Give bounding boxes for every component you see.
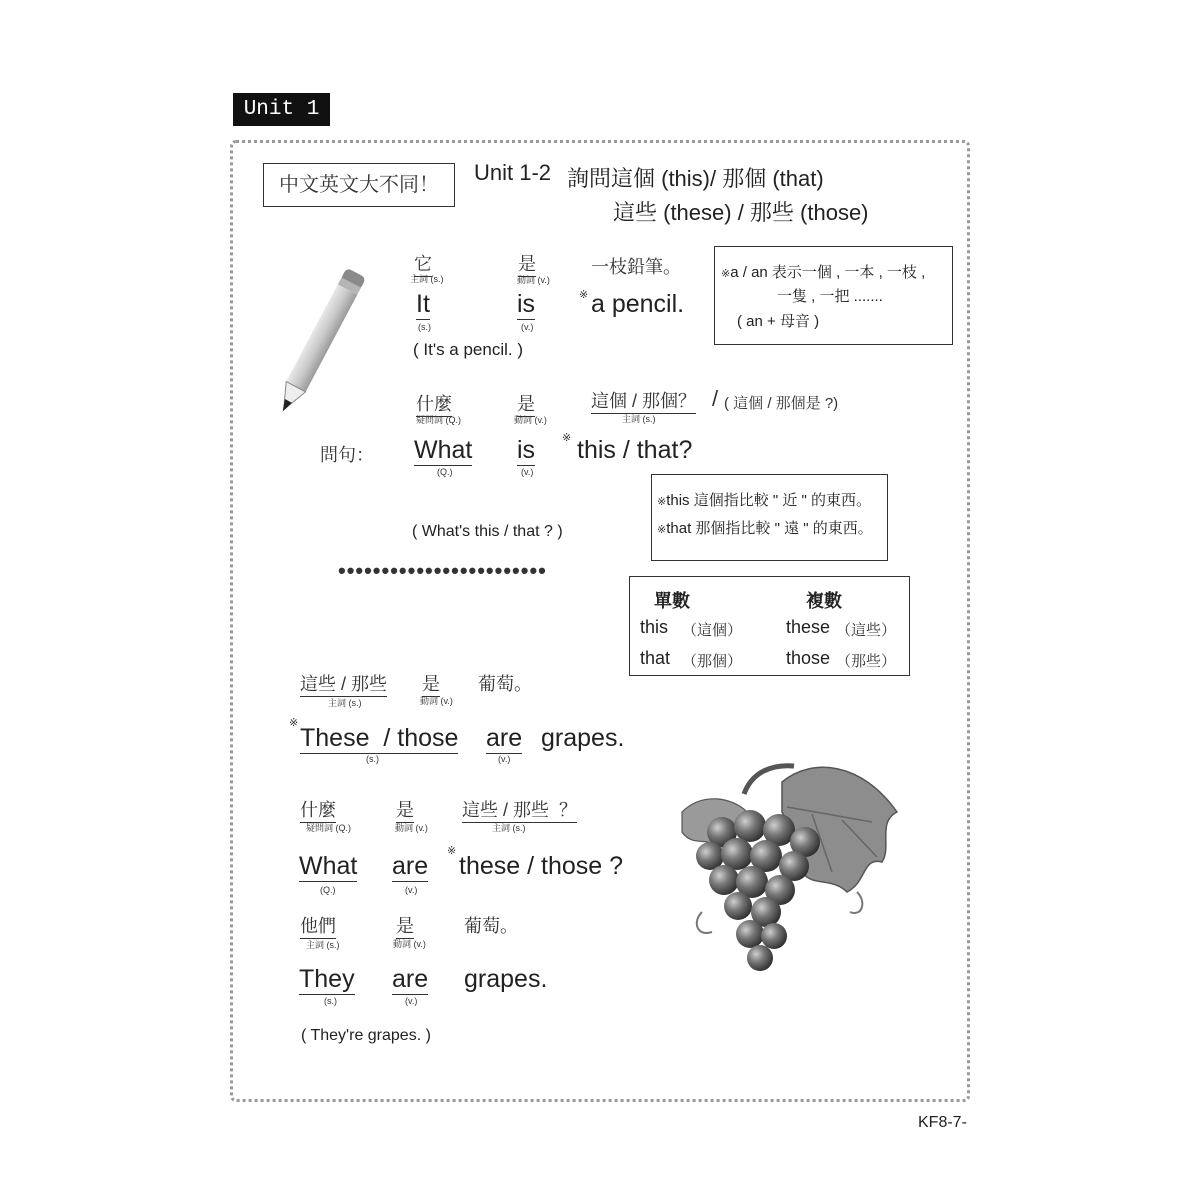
table-row-2-plural-en: those — [786, 648, 831, 668]
dotted-divider: •••••••••••••••••••••••• — [338, 558, 547, 583]
s2-sub-subj: (s.) — [366, 754, 379, 764]
note-mark: ※ — [657, 496, 667, 508]
page-code: KF8-7- — [918, 1114, 967, 1131]
q2-sub-are: (v.) — [405, 885, 418, 895]
table-row-1-plural-cn: （這些） — [836, 622, 897, 639]
q1-ref-mark: ※ — [562, 432, 572, 444]
s2-en-rest: grapes. — [541, 724, 625, 752]
q2-sub-what: (Q.) — [320, 885, 336, 895]
q2-gloss-what: 疑問詞 (Q.) — [306, 823, 351, 833]
q2-cn-are: 是 — [396, 796, 414, 823]
s1-en-rest: a pencil. — [591, 290, 685, 318]
q1-gloss-this: 主詞 (s.) — [622, 414, 656, 424]
q1-cn-extra: ( 這個 / 那個是 ?) — [724, 395, 839, 412]
singular-plural-table — [629, 576, 910, 676]
s3-en-are: are — [392, 965, 429, 993]
s1-gloss-is: 動詞 (v.) — [517, 275, 550, 285]
s2-cn-subj: 這些 / 那些 — [300, 670, 387, 697]
s2-cn-rest: 葡萄。 — [478, 674, 532, 694]
table-row-1-plural-en: these — [786, 617, 831, 637]
q1-gloss-what: 疑問詞 (Q.) — [416, 415, 461, 425]
q1-cn-this: 這個 / 那個？ — [591, 387, 696, 414]
q2-gloss-are: 動詞 (v.) — [395, 823, 428, 833]
note-a-an-line3: ( an + 母音 ) — [737, 313, 820, 330]
note-this-line: this 這個指比較 " 近 " 的東西。 — [666, 492, 872, 509]
s1-sub-is: (v.) — [521, 322, 534, 332]
s2-gloss-are: 動詞 (v.) — [420, 696, 453, 706]
pencil-icon — [268, 258, 368, 433]
note-mark: ※ — [657, 524, 667, 536]
s1-gloss-it: 主詞 (s.) — [410, 274, 444, 284]
q1-cn-is: 是 — [517, 390, 535, 417]
grapes-icon — [662, 752, 912, 982]
s3-en-rest: grapes. — [464, 965, 548, 993]
note-that-line: that 那個指比較 " 遠 " 的東西。 — [666, 520, 873, 537]
s3-gloss-they: 主詞 (s.) — [306, 940, 340, 950]
s3-cn-are: 是 — [396, 912, 414, 939]
note-a-an-box — [714, 246, 953, 345]
q1-sub-what: (Q.) — [437, 467, 453, 477]
s1-sub-it: (s.) — [418, 322, 431, 332]
s3-contraction: ( They're grapes. ) — [301, 1027, 431, 1044]
q1-en-rest: this / that? — [577, 436, 693, 464]
s1-ref-mark: ※ — [579, 289, 589, 301]
s2-en-subj: These / those — [300, 724, 459, 752]
chinese-label-box: 中文英文大不同！ — [263, 163, 455, 207]
s2-sub-are: (v.) — [498, 754, 511, 764]
s3-cn-they: 他們 — [300, 912, 336, 939]
q1-slash: / — [712, 386, 719, 411]
s1-cn-rest: 一枝鉛筆。 — [591, 257, 681, 277]
s1-cn-is: 是 — [518, 250, 536, 277]
unit-tag: Unit 1 — [233, 93, 330, 126]
table-row-2-singular-en: that — [640, 648, 671, 668]
s3-cn-rest: 葡萄。 — [464, 916, 518, 936]
title-line-1: 詢問這個 (this)/ 那個 (that) — [567, 166, 824, 191]
s3-sub-they: (s.) — [324, 996, 337, 1006]
unit-number: Unit 1-2 — [474, 160, 552, 185]
q1-en-what: What — [414, 436, 473, 464]
q2-cn-what: 什麼 — [300, 796, 336, 823]
q2-en-what: What — [299, 852, 358, 880]
note-a-an-line2: 一隻 , 一把 ....... — [777, 288, 883, 305]
s2-en-are: are — [486, 724, 523, 752]
s3-sub-are: (v.) — [405, 996, 418, 1006]
s1-en-it: It — [416, 290, 430, 318]
q1-label: 問句： — [320, 445, 374, 465]
s2-ref-mark: ※ — [289, 717, 299, 729]
table-row-1-singular-en: this — [640, 617, 669, 637]
note-this-that-box — [651, 474, 888, 561]
table-row-2-singular-cn: （那個） — [682, 653, 743, 670]
s3-en-they: They — [299, 965, 355, 993]
title-line-2: 這些 (these) / 那些 (those) — [613, 200, 869, 225]
q2-en-are: are — [392, 852, 429, 880]
note-a-an-line1: a / an 表示一個 , 一本 , 一枝 , — [730, 264, 926, 281]
s1-contraction: ( It's a pencil. ) — [413, 340, 524, 359]
q1-cn-what: 什麼 — [416, 390, 452, 417]
q2-gloss-subj: 主詞 (s.) — [492, 823, 526, 833]
q1-sub-is: (v.) — [521, 467, 534, 477]
table-header-plural: 複數 — [806, 591, 842, 611]
table-header-singular: 單數 — [654, 591, 690, 611]
s2-cn-are: 是 — [422, 670, 440, 697]
table-row-1-singular-cn: （這個） — [682, 622, 743, 639]
q2-en-rest: these / those ? — [459, 852, 624, 880]
q1-gloss-is: 動詞 (v.) — [514, 415, 547, 425]
s3-gloss-are: 動詞 (v.) — [393, 939, 426, 949]
q1-contraction: ( What's this / that ? ) — [412, 523, 563, 540]
q1-en-is: is — [517, 436, 536, 464]
table-row-2-plural-cn: （那些） — [836, 653, 897, 670]
s2-gloss-subj: 主詞 (s.) — [328, 698, 362, 708]
s1-en-is: is — [517, 290, 536, 318]
q2-ref-mark: ※ — [447, 845, 457, 857]
note-mark: ※ — [721, 268, 731, 280]
s1-cn-it: 它 — [414, 250, 432, 277]
q2-cn-subj: 這些 / 那些 ？ — [462, 796, 577, 823]
